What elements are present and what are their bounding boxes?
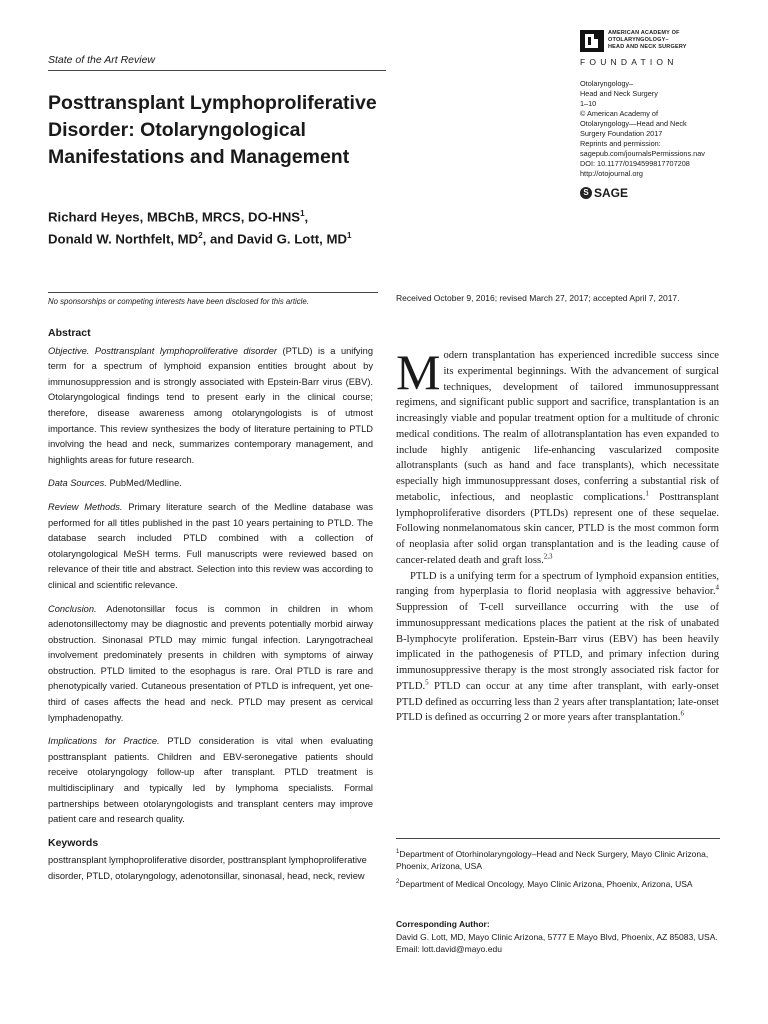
academy-name-line: AMERICAN ACADEMY OF — [608, 30, 680, 36]
author-name: Richard Heyes, MBChB, MRCS, DO-HNS — [48, 209, 301, 225]
author-separator: , — [304, 209, 309, 225]
received-dates: Received October 9, 2016; revised March 27, 2017; accepted April 7, 2017. — [396, 293, 680, 303]
citation-ref[interactable]: 5 — [425, 678, 429, 687]
affiliation-item — [396, 876, 726, 890]
body-text: PTLD is a unifying term for a spectrum of lymphoid expansion entities, ranging from hyperplasia to florid neoplasia with aggressive behavior. — [396, 570, 719, 598]
keywords-list: posttransplant lymphoproliferative disorder, posttransplant lymphoproliferative disorder, PTLD, otolaryngology, adenotonsillar, sinonasal, head, neck, review — [48, 855, 367, 881]
corresponding-address: David G. Lott, MD, Mayo Clinic Arizona, 5777 E Mayo Blvd, Phoenix, AZ 85083, USA. — [396, 931, 718, 942]
article-title — [48, 90, 468, 171]
body-text: Posttransplant lymphoproliferative disorders (PTLDs) represent one of these sequelae. Following nonmelanomatous skin cancer, PTLD is the most common form of neoplasia after solid organ transplantation and is the leading cause of cancer-related death and graft loss. — [396, 491, 719, 566]
disclosure-note: No sponsorships or competing interests have been disclosed for this article. — [48, 292, 378, 306]
title-line: Posttransplant Lymphoproliferative — [48, 92, 377, 114]
affiliation-number: 2 — [396, 878, 400, 885]
objective-text: (PTLD) is a unifying term for a spectrum of lymphoid expansion entities brought about by immunosuppression and is strongly associated with Epstein-Barr virus (EBV). Otolaryngological findings tend to present early in the clinical course; therefore, disease awareness among otolaryngologists is of utmost importance. This review synthesizes the body of literature pertaining to PTLD involving the head and neck, summarizes contemporary management, and highlights areas for future research. — [48, 345, 373, 465]
affiliation-text: Department of Otorhinolaryngology–Head and Neck Surgery, Mayo Clinic Arizona, Phoenix, Arizona, USA — [396, 848, 709, 872]
methods-label: Review Methods. — [48, 501, 123, 512]
abstract-objective — [48, 344, 373, 469]
academy-logo-icon — [580, 30, 604, 52]
affiliation-item — [396, 846, 726, 873]
journal-logo — [580, 24, 720, 72]
meta-line: Surgery Foundation 2017 — [580, 129, 663, 138]
academy-name-line: OTOLARYNGOLOGY– — [608, 37, 669, 43]
foundation-label: FOUNDATION — [580, 57, 678, 67]
corresponding-heading: Corresponding Author: — [396, 919, 490, 929]
author-name: , and David G. Lott, MD — [202, 231, 347, 247]
abstract-column — [48, 326, 373, 893]
objective-label: Objective. — [48, 345, 90, 356]
implications-label: Implications for Practice. — [48, 736, 160, 747]
sources-text: PubMed/Medline. — [106, 478, 182, 489]
journal-metadata — [580, 79, 730, 179]
publisher-logo — [580, 186, 628, 200]
meta-line: © American Academy of — [580, 109, 658, 118]
conclusion-text: Adenotonsillar focus is common in children in whom adenotonsillectomy may be diagnostic and prevents potentially morbid airway obstruction. Sinonasal PTLD may mimic fungal infection. Laryngotracheal involvement predominately presents in children with symptoms of airway obstruction. PTLD limited to the esophagus is rare. Oral PTLD is rare and phenotypically varied. Cutaneous presentation of PTLD is infrequent, yet one-third of cases affects the head and neck. PTLD may present as cervical lymphadenopathy. — [48, 603, 373, 723]
author-list — [48, 204, 468, 249]
abstract-heading: Abstract — [48, 327, 91, 339]
footnote-divider — [396, 838, 720, 839]
body-column — [396, 344, 719, 726]
body-paragraph — [396, 569, 719, 727]
citation-ref[interactable]: 1 — [645, 489, 649, 498]
author-name: Donald W. Northfelt, MD — [48, 231, 199, 247]
author-line — [48, 226, 468, 248]
meta-line: 1–10 — [580, 99, 597, 108]
meta-line[interactable]: sagepub.com/journalsPermissions.nav — [580, 149, 705, 158]
corresponding-email[interactable]: Email: lott.david@mayo.edu — [396, 944, 502, 954]
affiliation-number: 1 — [396, 849, 400, 855]
meta-line: Otolaryngology—Head and Neck — [580, 119, 687, 128]
conclusion-label: Conclusion. — [48, 603, 97, 614]
journal-url[interactable]: http://otojournal.org — [580, 169, 643, 178]
abstract-conclusion — [48, 602, 373, 727]
citation-ref[interactable]: 4 — [715, 583, 719, 592]
header-divider — [48, 70, 386, 71]
body-text: odern transplantation has experienced incredible success since its experimental beginnings. With the advancement of surgical techniques, development of tailored immunosuppressant regimens, and significant public support and sacrifice, transplantation is an increasingly viable and popular treatment option for a multitude of chronic medical conditions. The realm of allotransplantation has even expanded to include highly antigenic life-enhancing vascularized composite allotransplants (such as hand and face transplants), which necessitate especially high immunosuppressant doses, conferring a substantial risk of metabolic, infectious, and neoplastic complications. — [396, 350, 719, 503]
title-line: Disorder: Otolaryngological — [48, 119, 306, 141]
author-line — [48, 204, 468, 226]
doi-line[interactable]: DOI: 10.1177/0194599817707208 — [580, 159, 690, 168]
academy-name — [608, 30, 687, 51]
meta-line: Otolaryngology– — [580, 79, 634, 88]
keywords-heading: Keywords — [48, 836, 99, 849]
affiliation-text: Department of Medical Oncology, Mayo Clinic Arizona, Phoenix, Arizona, USA — [399, 878, 693, 889]
sources-label: Data Sources. — [48, 478, 107, 489]
academy-name-line: HEAD AND NECK SURGERY — [608, 44, 687, 50]
affiliation-marker: 1 — [300, 209, 305, 218]
body-text: Suppression of T-cell surveillance occurring with the use of immunosuppressant medications places the patient at the risk of unabated B-lymphocyte proliferation. Epstein-Barr virus (EBV) has been heavily implicated in the pathogenesis of PTLD, and primary infection during immunosuppressive therapy is the most strongly associated risk factor for PTLD. — [396, 602, 719, 692]
section-label: State of the Art Review — [48, 54, 155, 66]
abstract-implications — [48, 734, 373, 828]
methods-text: Primary literature search of the Medline database was performed for all titles published in the past 10 years pertaining to PTLD. The database search included PTLD combined with a collection of otolaryngological MeSH terms. Full manuscripts were reviewed based on relevance of their title and abstract. Selection into this review was according to clinical and scientific relevance. — [48, 501, 373, 590]
body-paragraph — [396, 344, 719, 569]
publisher-name: SAGE — [594, 186, 629, 200]
implications-text: PTLD consideration is vital when evaluating posttransplant patients. Children and EBV-seronegative patients should receive otolaryngology follow-up after transplant. PTLD treatment is multidisciplinary and typically led by lymphoma specialists. Formal partnerships between otolaryngologists and transplant centers may improve patient care and research quality. — [48, 736, 373, 825]
meta-line: Head and Neck Surgery — [580, 89, 658, 98]
sage-icon: S — [580, 187, 592, 199]
citation-ref[interactable]: 2,3 — [543, 552, 553, 561]
objective-term: Posttransplant lymphoproliferative disorder — [94, 345, 277, 356]
drop-cap: M — [396, 344, 441, 400]
title-line: Manifestations and Management — [48, 146, 350, 168]
abstract-data-sources — [48, 476, 373, 492]
affiliations — [396, 846, 726, 893]
corresponding-author — [396, 918, 726, 956]
abstract-review-methods — [48, 500, 373, 594]
affiliation-marker: 1 — [346, 231, 352, 241]
meta-line: Reprints and permission: — [580, 139, 661, 148]
citation-ref[interactable]: 6 — [680, 709, 684, 718]
affiliation-marker: 2 — [198, 231, 203, 241]
body-text: PTLD can occur at any time after transplant, with early-onset PTLD defined as occurring less than 2 years after transplantation; late-onset PTLD is defined as occurring 2 or more years after transplantation. — [396, 680, 719, 724]
